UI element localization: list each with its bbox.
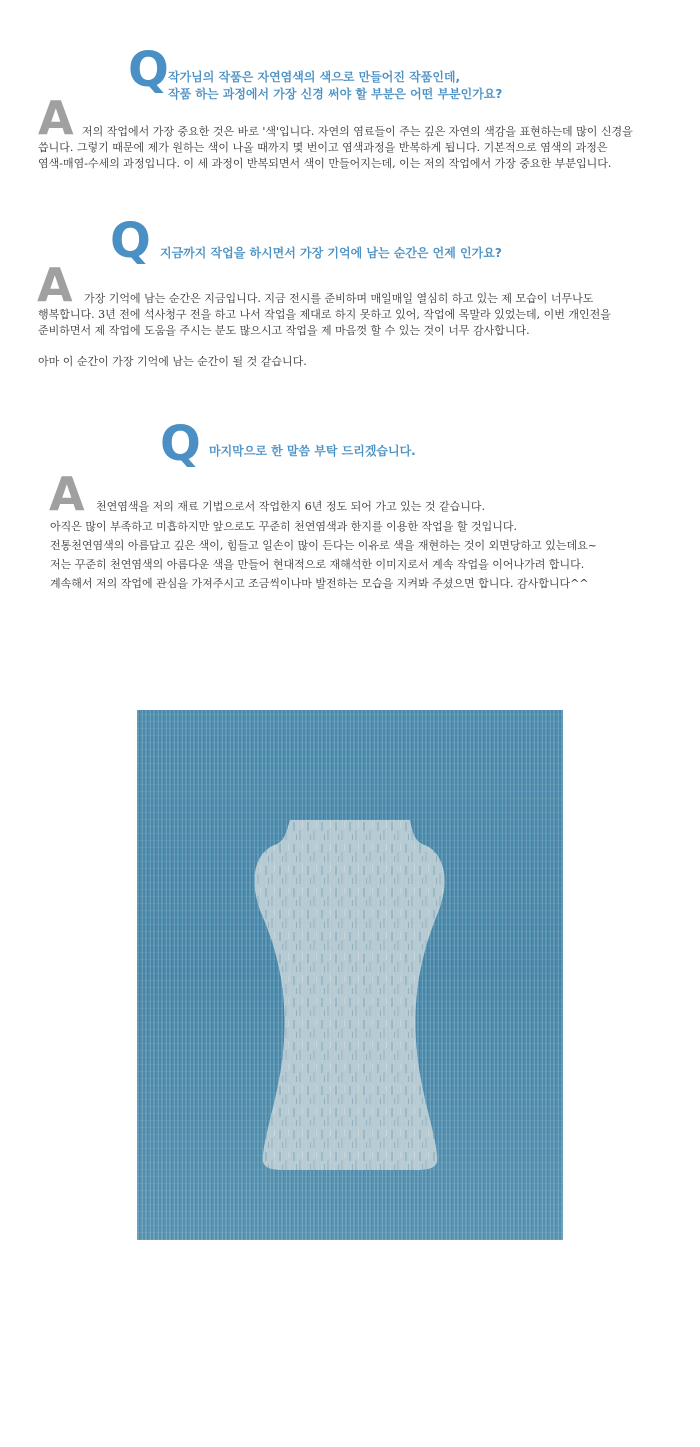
answer-3 [50,517,597,593]
answer-1-line-3: 염색-매염-수세의 과정입니다. 이 세 과정이 반복되면서 색이 만들어지는데, 이는 저의 작업에서 가장 중요한 부분입니다. [38,157,612,170]
answer-2-closing: 아마 이 순간이 가장 기억에 남는 순간이 될 것 같습니다. [38,355,307,368]
q-mark-3: Q [160,416,201,472]
answer-1-first-line: 저의 작업에서 가장 중요한 것은 바로 '색'입니다. 자연의 염료들이 주는 깊은 자연의 색감을 표현하는데 많이 신경을 [82,125,633,138]
question-1-line-2: 작품 하는 과정에서 가장 신경 써야 할 부분은 어떤 부분인가요? [168,87,503,101]
artwork-image [137,710,563,1240]
answer-1 [38,140,611,172]
answer-3-line-5: 계속해서 저의 작업에 관심을 가져주시고 조금씩이나마 발전하는 모습을 지켜봐 주셨으면 합니다. 감사합니다^^ [50,577,589,590]
vase-shape [254,820,444,1170]
question-1-line-1: 작가님의 작품은 자연염색의 색으로 만들어진 작품인데, [168,70,461,84]
answer-3-line-4: 저는 꾸준히 천연염색의 아름다운 색을 만들어 현대적으로 재해석한 이미지로서 계속 작업을 이어나가려 합니다. [50,558,585,571]
question-2: 지금까지 작업을 하시면서 가장 기억에 남는 순간은 언제 인가요? [160,246,502,260]
answer-3-first-line: 천연염색을 저의 재료 기법으로서 작업한지 6년 정도 되어 가고 있는 것 같습니다. [96,500,485,513]
answer-3-line-3: 전통천연염색의 아름답고 깊은 색이, 힘들고 일손이 많이 든다는 이유로 색을 재현하는 것이 외면당하고 있는데요~ [50,539,597,552]
question-1 [168,69,502,103]
answer-2-line-3: 준비하면서 제 작업에 도움을 주시는 분도 많으시고 작업을 제 마음껏 할 수 있는 것이 너무 감사합니다. [38,324,530,337]
a-mark-1: A [38,91,74,145]
answer-3-line-2: 아직은 많이 부족하고 미흡하지만 앞으로도 꾸준히 천연염색과 한지를 이용한 작업을 할 것입니다. [50,520,517,533]
a-mark-3: A [49,467,85,521]
answer-1-line-2: 씁니다. 그렇기 때문에 제가 원하는 색이 나올 때까지 몇 번이고 염색과정을 반복하게 됩니다. 기본적으로 염색의 과정은 [38,141,608,154]
question-3: 마지막으로 한 말씀 부탁 드리겠습니다. [209,444,416,458]
q-mark-1: Q [128,42,169,98]
answer-2-line-2: 행복합니다. 3년 전에 석사청구 전을 하고 나서 작업을 제대로 하지 못하고 있어, 작업에 목말라 있었는데, 이번 개인전을 [38,308,611,321]
q-mark-2: Q [110,213,151,269]
a-mark-2: A [37,258,73,312]
artwork-vase-svg [137,710,563,1240]
answer-2-first-line: 가장 기억에 남는 순간은 지금입니다. 지금 전시를 준비하며 매일매일 열심히 하고 있는 제 모습이 너무나도 [84,292,594,305]
answer-2 [38,307,611,339]
